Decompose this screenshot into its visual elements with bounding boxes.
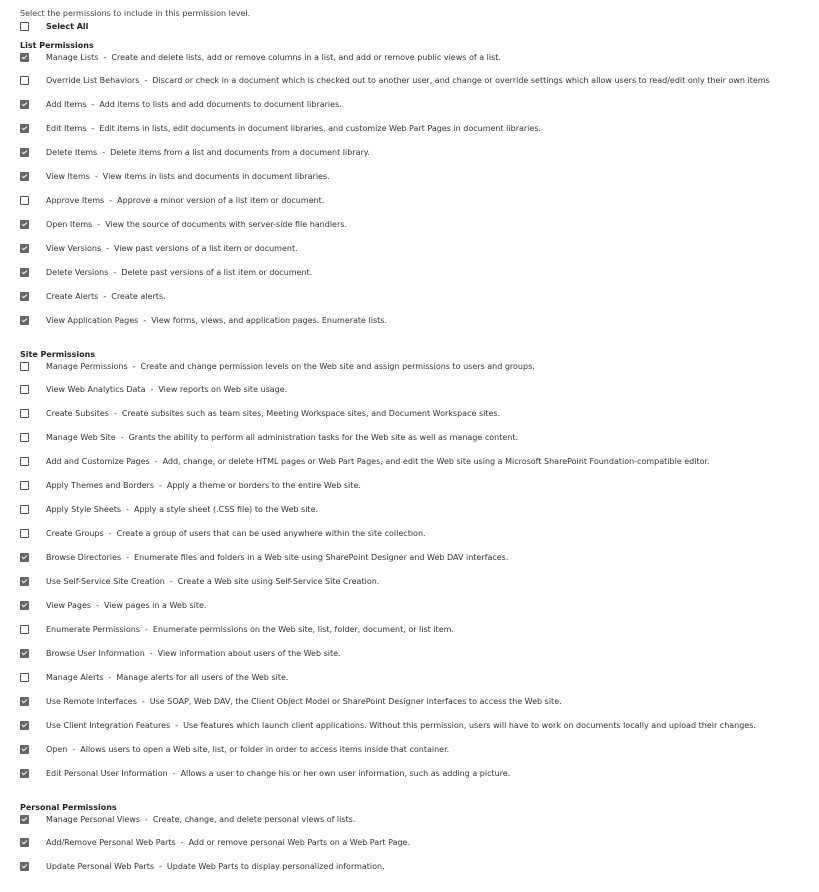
permission-checkbox[interactable] — [20, 649, 29, 658]
permission-checkbox[interactable] — [20, 721, 29, 730]
intro-text: Select the permissions to include in this permission level. — [20, 9, 251, 18]
permission-name: Manage Alerts — [46, 673, 104, 682]
permission-description: Delete past versions of a list item or document. — [121, 268, 313, 277]
permission-checkbox[interactable] — [20, 862, 29, 871]
separator: - — [108, 529, 112, 538]
separator: - — [149, 649, 153, 658]
separator: - — [159, 481, 162, 490]
separator: - — [96, 601, 99, 610]
permission-description: Create, change, and delete personal views of lists. — [152, 814, 356, 824]
permission-checkbox[interactable] — [20, 244, 29, 253]
permission-description: View past versions of a list item or document. — [114, 244, 298, 253]
permission-name: View Application Pages — [46, 316, 139, 325]
permission-name: Manage Personal Views — [46, 814, 141, 824]
permission-description: Allows users to open a Web site, list, or folder in order to access items inside that container. — [80, 745, 450, 754]
select-all-row[interactable] — [20, 20, 810, 32]
permission-row-create-alerts[interactable] — [20, 279, 810, 303]
permission-description: Enumerate permissions on the Web site, list, folder, document, or list item. — [152, 625, 454, 634]
permission-row-manage-permissions[interactable] — [20, 360, 810, 372]
separator: - — [126, 553, 130, 562]
section-header: Personal Permissions — [20, 803, 117, 812]
permission-row-add-items[interactable] — [20, 87, 810, 111]
permission-checkbox[interactable] — [20, 148, 29, 157]
permission-checkbox[interactable] — [20, 220, 29, 229]
permission-description: Use features which launch client applications. Without this permission, users will have to work on documents locally and upload their changes. — [183, 721, 756, 730]
permission-row-edit-items[interactable] — [20, 111, 810, 135]
separator: - — [180, 838, 184, 847]
separator: - — [97, 220, 101, 229]
permission-name: Open — [46, 745, 68, 754]
separator: - — [145, 625, 148, 634]
permission-checkbox[interactable] — [20, 316, 29, 325]
permission-row-override-list-behaviors[interactable] — [20, 63, 810, 87]
permission-name: Use Self-Service Site Creation — [46, 577, 165, 586]
permission-name: Use Client Integration Features — [46, 721, 171, 730]
separator: - — [154, 457, 158, 466]
permission-name: Browse User Information — [46, 649, 145, 658]
permission-name: View Pages — [46, 601, 92, 610]
permission-row-open[interactable] — [20, 732, 810, 756]
separator: - — [169, 577, 173, 586]
separator: - — [91, 124, 95, 133]
permission-name: Edit Items — [46, 124, 87, 133]
permission-row-add-and-customize-pages[interactable] — [20, 444, 810, 468]
permission-row-view-web-analytics-data[interactable] — [20, 372, 810, 396]
permission-name: Add/Remove Personal Web Parts — [46, 838, 176, 847]
permission-row-use-client-integration-features[interactable] — [20, 708, 810, 732]
separator: - — [132, 361, 136, 371]
permission-checkbox[interactable] — [20, 124, 29, 133]
permission-checkbox[interactable] — [20, 385, 29, 394]
permission-checkbox[interactable] — [20, 433, 29, 442]
permission-checkbox[interactable] — [20, 553, 29, 562]
permission-description: Manage alerts for all users of the Web site. — [116, 673, 289, 682]
permission-description: Approve a minor version of a list item or document. — [117, 196, 325, 205]
permission-description: Delete items from a list and documents from a document library. — [110, 148, 370, 157]
permission-description: Enumerate files and folders in a Web site using SharePoint Designer and Web DAV interfaces. — [134, 553, 509, 562]
permission-name: Manage Lists — [46, 52, 99, 62]
permission-row-add-remove-personal-web-parts[interactable] — [20, 825, 810, 849]
permission-checkbox[interactable] — [20, 697, 29, 706]
permission-name: Add Items — [46, 100, 87, 109]
permission-name: Approve Items — [46, 196, 105, 205]
permission-checkbox[interactable] — [20, 673, 29, 682]
permission-description: Update Web Parts to display personalized information. — [166, 862, 385, 871]
separator: - — [126, 505, 129, 514]
permission-description: View forms, views, and application pages. Enumerate lists. — [151, 316, 387, 325]
permission-name: Delete Versions — [46, 268, 109, 277]
permission-row-browse-user-information[interactable] — [20, 636, 810, 660]
select-all-checkbox[interactable] — [20, 22, 29, 31]
permission-name: View Items — [46, 172, 90, 181]
separator: - — [108, 673, 112, 682]
permission-description: View pages in a Web site. — [103, 601, 207, 610]
permission-description: View information about users of the Web site. — [157, 649, 341, 658]
separator: - — [102, 148, 106, 157]
permission-checkbox[interactable] — [20, 745, 29, 754]
permission-name: Override List Behaviors — [46, 76, 140, 85]
separator: - — [145, 814, 148, 824]
permission-name: Update Personal Web Parts — [46, 862, 155, 871]
separator: - — [150, 385, 154, 394]
permission-row-view-versions[interactable] — [20, 231, 810, 255]
permission-row-create-groups[interactable] — [20, 516, 810, 540]
separator: - — [94, 172, 98, 181]
permission-description: Apply a style sheet (.CSS file) to the Web site. — [133, 505, 319, 514]
permission-row-browse-directories[interactable] — [20, 540, 810, 564]
permission-description: Add or remove personal Web Parts on a Web Part Page. — [188, 838, 411, 847]
permission-checkbox[interactable] — [20, 838, 29, 847]
permission-row-view-items[interactable] — [20, 159, 810, 183]
permission-row-use-remote-interfaces[interactable] — [20, 684, 810, 708]
section-site-permissions — [20, 349, 810, 780]
permission-description: Discard or check in a document which is checked out to another user, and change or override settings which allow users to read/edit only their own items — [152, 76, 770, 85]
permission-checkbox[interactable] — [20, 625, 29, 634]
permission-row-manage-web-site[interactable] — [20, 420, 810, 444]
separator: - — [141, 697, 145, 706]
separator: - — [172, 769, 176, 778]
permission-name: Create Groups — [46, 529, 104, 538]
permission-checkbox[interactable] — [20, 577, 29, 586]
permission-checkbox[interactable] — [20, 172, 29, 181]
permission-checkbox[interactable] — [20, 505, 29, 514]
permission-description: Grants the ability to perform all administration tasks for the Web site as well as manage content. — [128, 433, 519, 442]
permission-description: Add, change, or delete HTML pages or Web Part Pages, and edit the Web site using a Microsoft SharePoint Foundation-compatible editor. — [162, 457, 710, 466]
permission-row-update-personal-web-parts[interactable] — [20, 849, 810, 873]
permission-row-apply-themes-and-borders[interactable] — [20, 468, 810, 492]
permission-checkbox[interactable] — [20, 529, 29, 538]
permission-name: Enumerate Permissions — [46, 625, 141, 634]
permission-description: View the source of documents with server-side file handlers. — [105, 220, 347, 229]
permission-name: Apply Themes and Borders — [46, 481, 155, 490]
permission-name: Open Items — [46, 220, 93, 229]
separator: - — [106, 244, 110, 253]
permission-name: Manage Web Site — [46, 433, 116, 442]
permission-checkbox[interactable] — [20, 457, 29, 466]
permission-name: Use Remote Interfaces — [46, 697, 137, 706]
permission-row-open-items[interactable] — [20, 207, 810, 231]
permission-description: Create subsites such as team sites, Meeting Workspace sites, and Document Workspace sites. — [121, 409, 501, 418]
permission-row-view-application-pages[interactable] — [20, 303, 810, 327]
permission-name: Create Subsites — [46, 409, 109, 418]
permission-name: Apply Style Sheets — [46, 505, 122, 514]
permission-description: Create and change permission levels on the Web site and assign permissions to users and groups. — [140, 361, 535, 371]
permission-name: Browse Directories — [46, 553, 122, 562]
permission-name: Manage Permissions — [46, 361, 128, 371]
separator: - — [103, 52, 107, 62]
separator: - — [72, 745, 76, 754]
separator: - — [91, 100, 95, 109]
permission-row-manage-alerts[interactable] — [20, 660, 810, 684]
permission-row-approve-items[interactable] — [20, 183, 810, 207]
permission-description: Edit items in lists, edit documents in document libraries, and customize Web Part Pages in document libraries. — [99, 124, 542, 133]
permission-checkbox[interactable] — [20, 53, 29, 62]
permission-row-apply-style-sheets[interactable] — [20, 492, 810, 516]
permission-name: Add and Customize Pages — [46, 457, 150, 466]
permission-name: Delete Items — [46, 148, 98, 157]
section-header: List Permissions — [20, 41, 94, 50]
permission-level-form — [20, 8, 810, 873]
separator: - — [103, 292, 107, 301]
permission-description: Apply a theme or borders to the entire Web site. — [166, 481, 361, 490]
permission-description: Create and delete lists, add or remove columns in a list, and add or remove public views of a list. — [111, 52, 501, 62]
separator: - — [143, 316, 147, 325]
separator: - — [144, 76, 148, 85]
permission-row-create-subsites[interactable] — [20, 396, 810, 420]
permission-row-use-self-service-site-creation[interactable] — [20, 564, 810, 588]
separator: - — [120, 433, 124, 442]
permission-row-manage-personal-views[interactable] — [20, 813, 810, 825]
permission-checkbox[interactable] — [20, 769, 29, 778]
permission-checkbox[interactable] — [20, 601, 29, 610]
permission-row-enumerate-permissions[interactable] — [20, 612, 810, 636]
permission-row-delete-items[interactable] — [20, 135, 810, 159]
separator: - — [109, 196, 113, 205]
permission-checkbox[interactable] — [20, 815, 29, 824]
permission-checkbox[interactable] — [20, 362, 29, 371]
permission-description: Create a Web site using Self-Service Site Creation. — [177, 577, 380, 586]
permission-checkbox[interactable] — [20, 76, 29, 85]
permission-description: Use SOAP, Web DAV, the Client Object Model or SharePoint Designer interfaces to access the Web site. — [149, 697, 562, 706]
permission-checkbox[interactable] — [20, 196, 29, 205]
permission-name: Edit Personal User Information — [46, 769, 168, 778]
permission-row-edit-personal-user-information[interactable] — [20, 756, 810, 780]
permission-description: View reports on Web site usage. — [158, 385, 288, 394]
permission-checkbox[interactable] — [20, 292, 29, 301]
permission-checkbox[interactable] — [20, 409, 29, 418]
permission-description: Create alerts. — [111, 292, 166, 301]
permission-name: View Web Analytics Data — [46, 385, 146, 394]
permission-description: View items in lists and documents in document libraries. — [102, 172, 330, 181]
permission-name: Create Alerts — [46, 292, 99, 301]
permission-description: Create a group of users that can be used anywhere within the site collection. — [116, 529, 426, 538]
permission-checkbox[interactable] — [20, 481, 29, 490]
permission-row-view-pages[interactable] — [20, 588, 810, 612]
select-all-label: Select All — [46, 21, 89, 31]
separator: - — [159, 862, 162, 871]
section-personal-permissions — [20, 802, 810, 873]
permission-checkbox[interactable] — [20, 100, 29, 109]
permission-name: View Versions — [46, 244, 102, 253]
section-header: Site Permissions — [20, 350, 96, 359]
separator: - — [113, 268, 117, 277]
permission-row-manage-lists[interactable] — [20, 51, 810, 63]
permission-row-delete-versions[interactable] — [20, 255, 810, 279]
permission-checkbox[interactable] — [20, 268, 29, 277]
section-list-permissions — [20, 40, 810, 327]
permission-description: Add items to lists and add documents to document libraries. — [99, 100, 342, 109]
separator: - — [113, 409, 117, 418]
separator: - — [175, 721, 179, 730]
permission-description: Allows a user to change his or her own user information, such as adding a picture. — [180, 769, 511, 778]
permission-sections — [20, 40, 810, 873]
